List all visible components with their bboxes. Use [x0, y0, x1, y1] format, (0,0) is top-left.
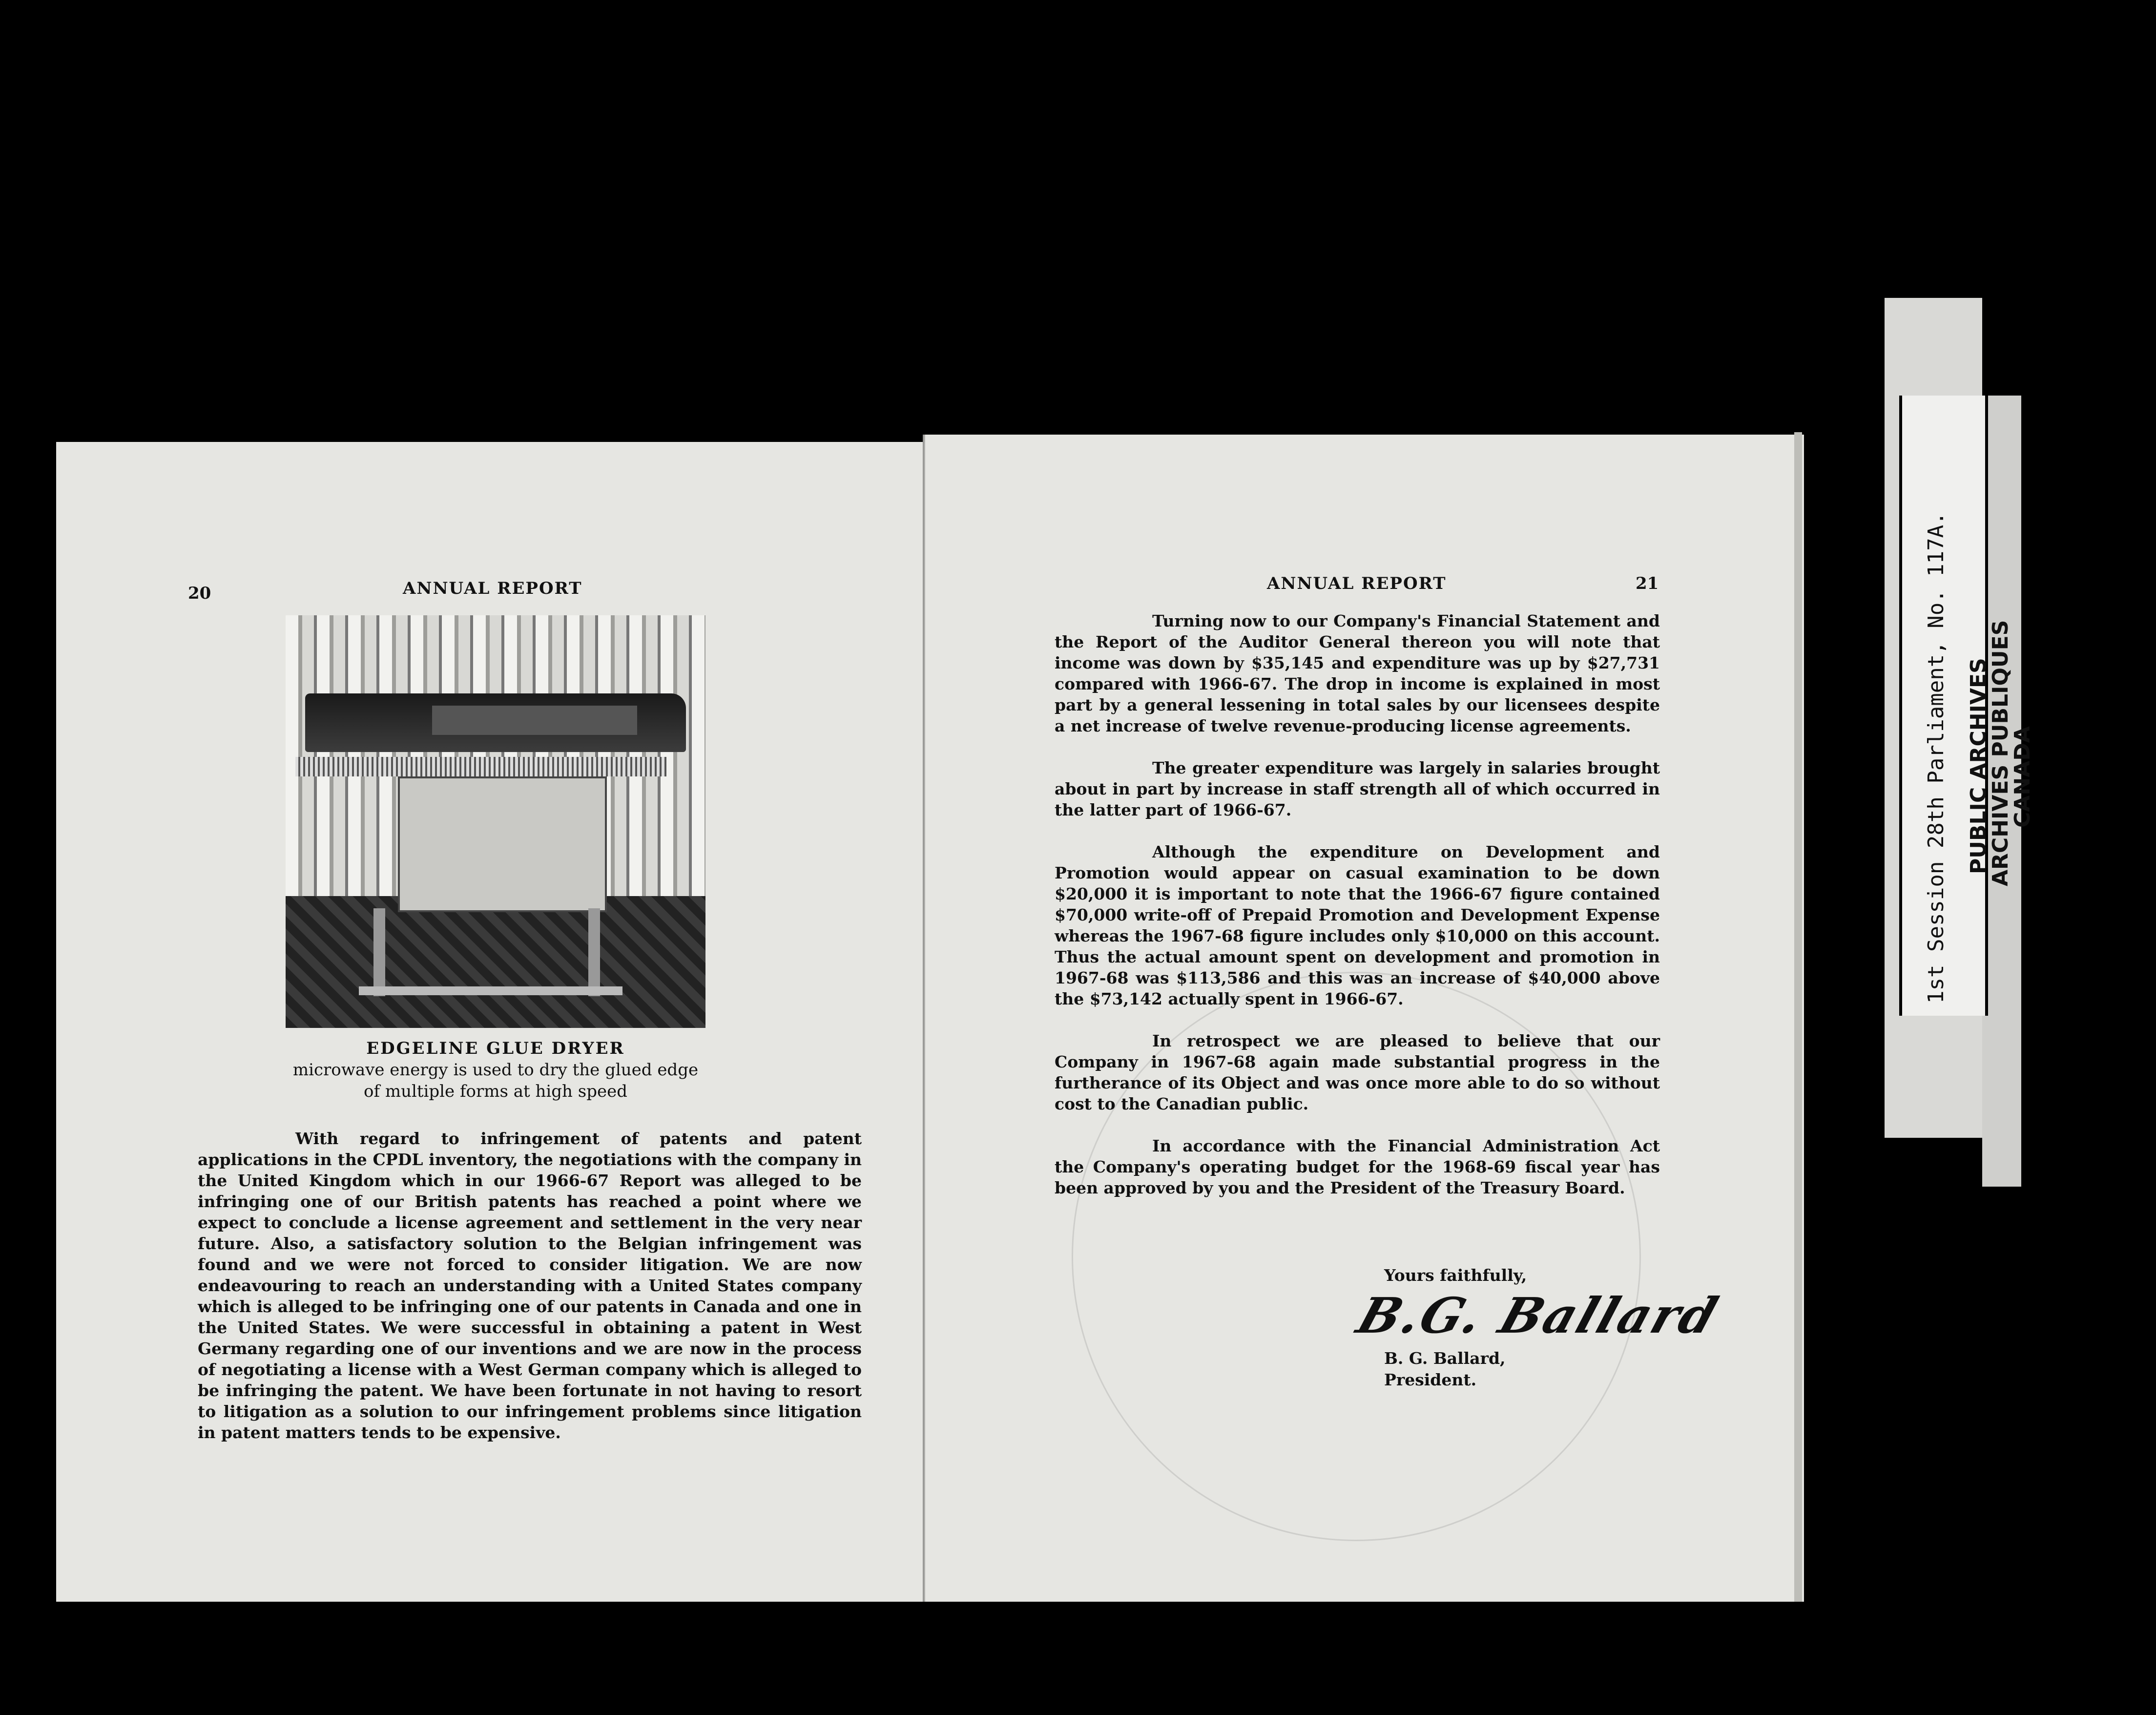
page-number-left: 20 [188, 584, 211, 603]
signer-block [1374, 1348, 1506, 1391]
archives-english: PUBLIC ARCHIVES [1966, 658, 1991, 874]
archives-french: ARCHIVES PUBLIQUES [1988, 620, 2013, 886]
right-page [925, 435, 1804, 1602]
photo-caption [261, 1038, 730, 1102]
right-body-text [1055, 610, 1660, 1219]
session-label: 1st Session 28th Parliament, No. 117A. [1924, 512, 1949, 1004]
development-paragraph: Although the expenditure on Development and Promotion would appear on casual examination to be down $20,000 it is important to note that the 1966-67 figure contained $70,000 write-off of Prepaid Promotion and Development Expense whereas the 1967-68 figure includes only $10,000 on this account. Thus the actual amount spent on development and promotion in 1967-68 was $113,586 and this was an increase of $40,000 above the $73,142 actually spent in 1966-67. [1055, 842, 1660, 1008]
left-body-text [198, 1128, 862, 1464]
handwritten-signature: B.G. Ballard [1350, 1287, 1726, 1344]
caption-line-2: of multiple forms at high speed [364, 1082, 627, 1101]
running-head-left: ANNUAL REPORT [403, 579, 582, 598]
running-head-right: ANNUAL REPORT [1267, 574, 1447, 593]
caption-line-1: microwave energy is used to dry the glued edge [292, 1060, 699, 1080]
caption-title: EDGELINE GLUE DRYER [366, 1039, 625, 1058]
retrospect-paragraph: In retrospect we are pleased to believe that our Company in 1967-68 again made substantial progress in the furtherance of its Object and was once more able to do so without cost to the Canadian public. [1055, 1031, 1660, 1113]
patents-paragraph: With regard to infringement of patents and patent applications in the CPDL inventory, the negotiations with the company in the United Kingdom which in our 1966-67 Report was alleged to be infringing one of our British patents has reached a point where we expect to conclude a license agreement and settlement in the very near future. Also, a satisfactory solution to the Belgian infringement was found and we were not forced to consider litigation. We are now endeavouring to reach an understanding with a United States company which is alleged to be infringing one of our patents in Canada and one in the United States. We were successful in obtaining a patent in West Germany regarding one of our inventions and we are now in the process of negotiating a license with a West German company which is alleged to be infringing the patent. We have been fortunate in not having to resort to litigation as a solution to our infringement problems since litigation in patent matters tends to be expensive. [198, 1129, 862, 1442]
signer-name: B. G. Ballard, [1384, 1349, 1506, 1368]
signer-title: President. [1384, 1370, 1477, 1389]
page-number-right: 21 [1636, 574, 1659, 593]
closing-salutation: Yours faithfully, [1384, 1266, 1527, 1285]
budget-paragraph: In accordance with the Financial Administration Act the Company's operating budget for the 1968-69 fiscal year has been approved by you and the President of the Treasury Board. [1055, 1136, 1660, 1197]
closing-block [1374, 1265, 1527, 1286]
expenditure-paragraph: The greater expenditure was largely in salaries brought about in part by increase in staff strength all of which occurred in the latter part of 1966-67. [1055, 758, 1660, 819]
financial-paragraph: Turning now to our Company's Financial Statement and the Report of the Auditor General thereon you will note that income was down by $35,145 and expenditure was up by $27,731 compared with 1966-67. The drop in income is explained in most part by a general lessening in total sales by our licensees despite a net increase of twelve revenue-producing license agreements. [1055, 611, 1660, 735]
archives-country: CANADA [2010, 726, 2035, 828]
page-edge [1794, 432, 1802, 1602]
left-page [56, 442, 925, 1602]
edgeline-glue-dryer-photo [286, 615, 705, 1028]
